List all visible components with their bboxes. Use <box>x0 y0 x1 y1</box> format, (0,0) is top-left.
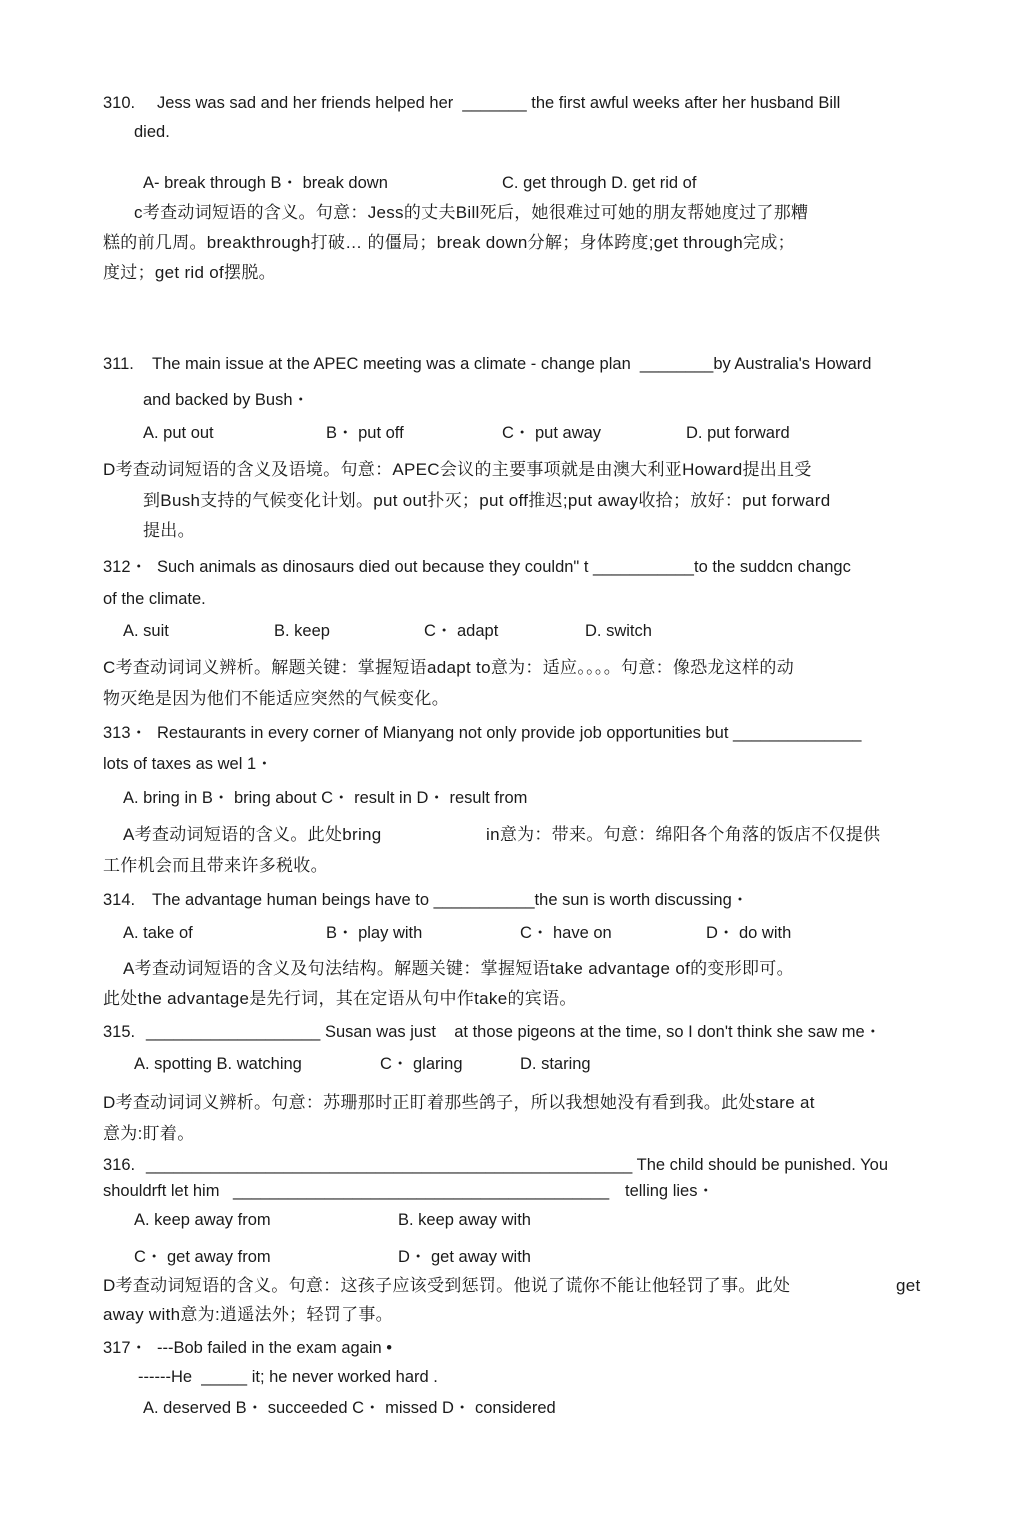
question-310-option-ab: A- break through B・ break down <box>143 174 388 192</box>
question-316-explanation-line-2: away with意为:逍遥法外；轻罚了事。 <box>103 1305 393 1324</box>
question-314-explanation-line-1: A考查动词短语的含义及句法结构。解题关键：掌握短语take advantage of的变形即可。 <box>123 959 794 978</box>
question-313-options: A. bring in B・ bring about C・ result in D・ result from <box>123 789 528 807</box>
question-315-option-ab: A. spotting B. watching <box>134 1055 302 1073</box>
question-315-option-c: C・ glaring <box>380 1055 463 1073</box>
question-311-explanation-line-3: 提出。 <box>143 521 195 540</box>
question-313-explanation-line-1b: in意为：带来。句意：绵阳各个角落的饭店不仅提供 <box>486 825 881 844</box>
question-314-option-d: D・ do with <box>706 924 792 942</box>
question-316-option-d: D・ get away with <box>398 1248 531 1266</box>
question-312-explanation-line-1: C考查动词词义辨析。解题关键：掌握短语adapt to意为：适应。。。。句意：像恐龙这样的动 <box>103 658 795 677</box>
question-314-option-b: B・ play with <box>326 924 423 942</box>
question-316-option-c: C・ get away from <box>134 1248 271 1266</box>
question-312-explanation-line-2: 物灭绝是因为他们不能适应突然的气候变化。 <box>103 689 449 708</box>
question-312-option-d: D. switch <box>585 622 652 640</box>
question-311-option-b: B・ put off <box>326 424 404 442</box>
question-313-explanation-line-1a: A考查动词短语的含义。此处bring <box>123 825 382 844</box>
question-310-explanation-line-3: 度过；get rid of摆脱。 <box>103 263 276 282</box>
question-314-number: 314. <box>103 891 136 909</box>
question-311-explanation-line-2: 到Bush支持的气候变化计划。put out扑灭；put off推迟;put away收拾；放好：put forward <box>143 491 831 510</box>
question-315-stem-line-1: ___________________ Susan was just at those pigeons at the time, so I don't think she saw me・ <box>146 1023 882 1041</box>
question-312-number: 312・ <box>103 558 148 576</box>
question-311-stem-line-1: The main issue at the APEC meeting was a climate - change plan ________by Australia's Howard <box>152 355 872 373</box>
question-315-explanation-line-2: 意为:盯着。 <box>103 1124 195 1143</box>
question-311-explanation-line-1: D考查动词短语的含义及语境。句意：APEC会议的主要事项就是由澳大利亚Howard提出且受 <box>103 460 812 479</box>
question-315-explanation-line-1: D考查动词词义辨析。句意：苏珊那时正盯着那些鸽子，所以我想她没有看到我。此处stare at <box>103 1093 815 1112</box>
question-312-stem-line-1: Such animals as dinosaurs died out because they couldn" t ___________to the suddcn changc <box>157 558 851 576</box>
question-310-explanation-line-2: 糕的前几周。breakthrough打破… 的僵局；break down分解；身体跨度;get through完成； <box>103 233 795 252</box>
question-317-stem-line-2: ------He _____ it; he never worked hard . <box>138 1368 438 1386</box>
question-316-stem-line-2c: telling lies・ <box>625 1182 714 1200</box>
question-310-stem-line-2: died. <box>134 123 170 141</box>
question-311-stem-line-2: and backed by Bush・ <box>143 391 310 409</box>
question-312-option-b: B. keep <box>274 622 330 640</box>
question-316-explanation-line-1a: D考查动词短语的含义。句意：这孩子应该受到惩罚。他说了谎你不能让他轻罚了事。此处 <box>103 1276 791 1295</box>
question-313-explanation-line-2: 工作机会而且带来许多税收。 <box>103 856 328 875</box>
question-311-number: 311. <box>103 355 134 373</box>
question-316-number: 316. <box>103 1156 136 1174</box>
question-316-stem-line-1: _____________________________________________________ The child should be punished. You <box>146 1156 889 1174</box>
question-311-option-a: A. put out <box>143 424 214 442</box>
question-313-stem-line-2: lots of taxes as wel 1・ <box>103 755 273 773</box>
question-312-option-a: A. suit <box>123 622 169 640</box>
question-317-options: A. deserved B・ succeeded C・ missed D・ considered <box>143 1399 556 1417</box>
question-316-option-a: A. keep away from <box>134 1211 271 1229</box>
question-316-option-b: B. keep away with <box>398 1211 531 1229</box>
question-315-number: 315. <box>103 1023 136 1041</box>
question-317-number: 317・ <box>103 1339 148 1357</box>
question-310-explanation-line-1: c考查动词短语的含义。句意：Jess的丈夫Bill死后，她很难过可她的朋友帮她度过了那糟 <box>134 203 809 222</box>
question-310-option-cd: C. get through D. get rid of <box>502 174 697 192</box>
question-313-number: 313・ <box>103 724 148 742</box>
question-317-stem-line-1: ---Bob failed in the exam again • <box>157 1339 393 1357</box>
question-311-option-d: D. put forward <box>686 424 790 442</box>
question-310-stem-line-1: Jess was sad and her friends helped her _______ the first awful weeks after her husband Bill <box>157 94 841 112</box>
question-314-option-a: A. take of <box>123 924 193 942</box>
question-314-option-c: C・ have on <box>520 924 612 942</box>
question-316-stem-line-2b: _________________________________________ <box>233 1182 610 1200</box>
question-311-option-c: C・ put away <box>502 424 602 442</box>
question-316-stem-line-2a: shouldrft let him <box>103 1182 220 1200</box>
question-314-stem-line-1: The advantage human beings have to ___________the sun is worth discussing・ <box>152 891 749 909</box>
question-312-stem-line-2: of the climate. <box>103 590 206 608</box>
question-313-stem-line-1: Restaurants in every corner of Mianyang not only provide job opportunities but ______________ <box>157 724 862 742</box>
question-310-number: 310. <box>103 94 136 112</box>
question-312-option-c: C・ adapt <box>424 622 499 640</box>
question-316-explanation-line-1b: get <box>896 1276 921 1295</box>
question-314-explanation-line-2: 此处the advantage是先行词，其在定语从句中作take的宾语。 <box>103 989 577 1008</box>
question-315-option-d: D. staring <box>520 1055 591 1073</box>
